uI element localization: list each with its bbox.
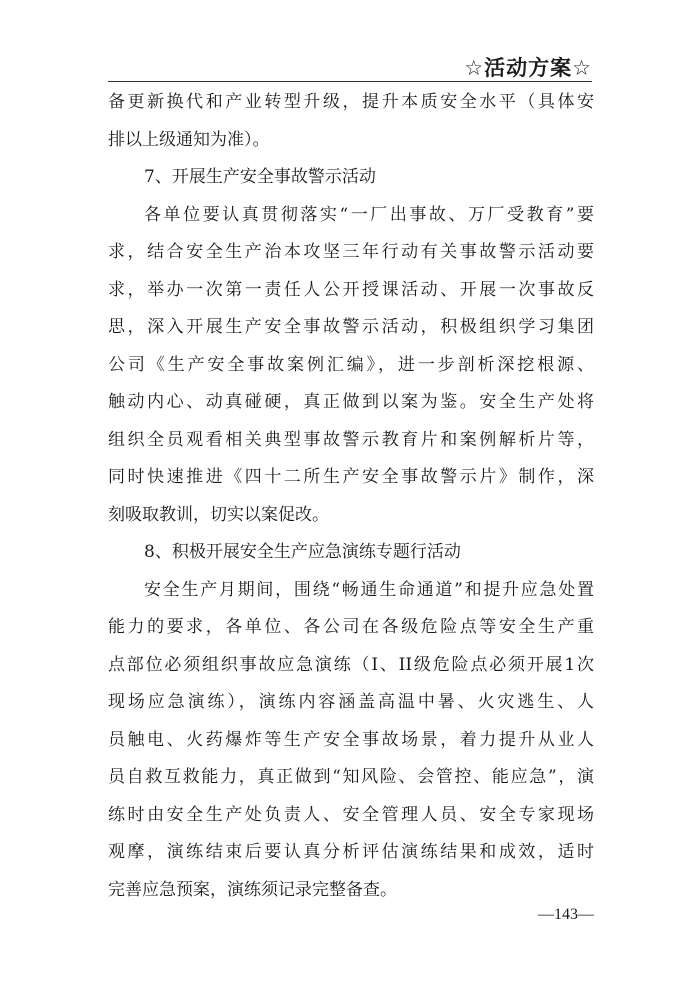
body-line: 点部位必须组织事故应急演练（I、II级危险点必须开展1次	[108, 654, 594, 675]
document-body	[108, 84, 594, 909]
body-line: 各单位要认真贯彻落实“一厂出事故、万厂受教育”要	[144, 204, 594, 225]
page-number: —143—	[538, 906, 594, 923]
page-header-title: ☆活动方案☆	[464, 56, 592, 80]
body-line: 同时快速推进《四十二所生产安全事故警示片》制作，深	[108, 467, 594, 487]
body-line: 组织全员观看相关典型事故警示教育片和案例解析片等，	[108, 429, 594, 450]
body-line: 能力的要求，各单位、各公司在各级危险点等安全生产重	[108, 617, 594, 637]
body-line: 观摩，演练结束后要认真分析评估演练结果和成效，适时	[108, 842, 594, 862]
body-line: 练时由安全生产处负责人、安全管理人员、安全专家现场	[108, 804, 594, 825]
body-line: 触动内心、动真碰硬，真正做到以案为鉴。安全生产处将	[108, 392, 594, 412]
section-heading: 7、开展生产安全事故警示活动	[144, 167, 376, 187]
section-heading: 8、积极开展安全生产应急演练专题行活动	[144, 542, 461, 562]
body-line: 求，举办一次第一责任人公开授课活动、开展一次事故反	[108, 279, 594, 300]
body-line: 员触电、火药爆炸等生产安全事故场景，着力提升从业人	[108, 729, 594, 750]
body-line: 刻吸取教训，切实以案促改。	[108, 504, 329, 525]
body-line: 思，深入开展生产安全事故警示活动，积极组织学习集团	[108, 317, 594, 337]
header-divider	[108, 81, 592, 82]
body-line: 公司《生产安全事故案例汇编》，进一步剖析深挖根源、	[108, 354, 594, 375]
body-line: 备更新换代和产业转型升级，提升本质安全水平（具体安	[108, 92, 594, 112]
body-line: 现场应急演练），演练内容涵盖高温中暑、火灾逃生、人	[108, 692, 594, 712]
body-line: 员自救互救能力，真正做到“知风险、会管控、能应急”，演	[108, 767, 594, 787]
body-line: 完善应急预案，演练须记录完整备查。	[108, 879, 397, 900]
body-line: 安全生产月期间，围绕“畅通生命通道”和提升应急处置	[144, 579, 594, 600]
body-line: 排以上级通知为准）。	[108, 129, 270, 150]
body-line: 求，结合安全生产治本攻坚三年行动有关事故警示活动要	[108, 242, 594, 262]
